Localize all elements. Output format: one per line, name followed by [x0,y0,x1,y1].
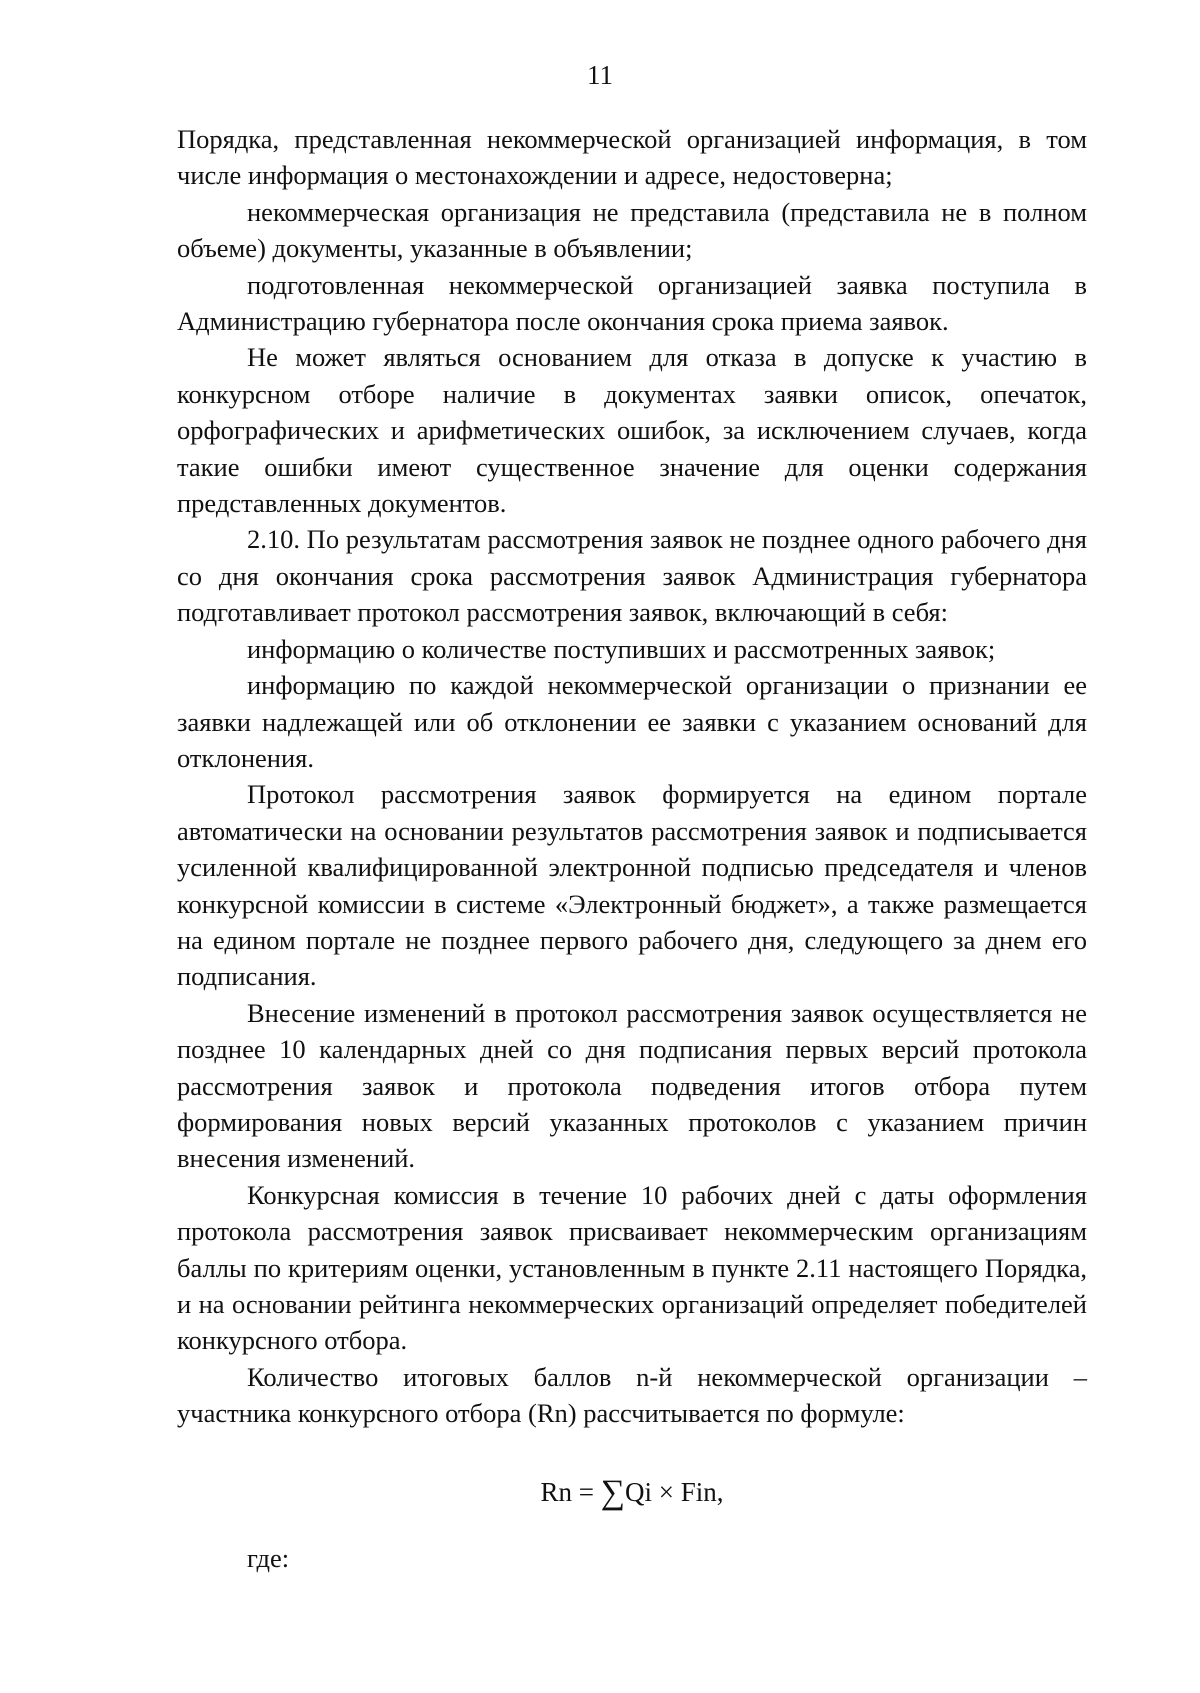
paragraph-3: подготовленная некоммерческой организацией заявка поступила в Администрацию губернатора после окончания срока приема заявок. [177,269,1087,337]
where-label: где: [247,1542,290,1573]
page-number: 11 [587,60,613,90]
formula [177,1468,1087,1514]
document-body [177,121,1087,1576]
paragraph-7: информацию по каждой некоммерческой организации о признании ее заявки надлежащей или об отклонении ее заявки с указанием оснований для отклонения. [177,670,1087,773]
paragraph-9: Внесение изменений в протокол рассмотрения заявок осуществляется не позднее 10 календарных дней со дня подписания первых версий протокола рассмотрения заявок и протокола подведения итогов отбора путем формирования новых версий указанных протоколов с указанием причин внесения изменений. [177,997,1087,1174]
paragraph-10: Конкурсная комиссия в течение 10 рабочих дней с даты оформления протокола рассмотрения заявок присваивает некоммерческим организациям баллы по критериям оценки, установленным в пункте 2.11 настоящего Порядка, и на основании рейтинга некоммерческих организаций определяет победителей конкурсного отбора. [177,1179,1087,1356]
paragraph-5: 2.10. По результатам рассмотрения заявок не позднее одного рабочего дня со дня окончания срока рассмотрения заявок Администрация губернатора подготавливает протокол рассмотрения заявок, включающий в себя: [177,524,1087,628]
paragraph-2: некоммерческая организация не представила (представила не в полном объеме) документы, указанные в объявлении; [177,196,1087,264]
sigma-symbol: ∑ [600,1473,625,1511]
formula-rhs: Qi × Fin, [625,1476,724,1507]
formula-lhs: Rn = [540,1476,601,1507]
paragraph-1: Порядка, представленная некоммерческой организацией информация, в том числе информация о местонахождении и адресе, недостоверна; [177,124,1087,191]
paragraph-6: информацию о количестве поступивших и рассмотренных заявок; [247,633,996,664]
paragraph-11: Количество итоговых баллов n-й некоммерческой организации – участника конкурсного отбора (Rn) рассчитывается по формуле: [177,1361,1087,1429]
paragraph-4: Не может являться основанием для отказа в допуске к участию в конкурсном отборе наличие в документах заявки описок, опечаток, орфографических и арифметических ошибок, за исключением случаев, когда такие ошибки имеют существенное значение для оценки содержания представленных документов. [177,342,1087,519]
paragraph-8: Протокол рассмотрения заявок формируется на едином портале автоматически на основании результатов рассмотрения заявок и подписывается усиленной квалифицированной электронной подписью председателя и членов конкурсной комиссии в системе «Электронный бюджет», а также размещается на едином портале не позднее первого рабочего дня, следующего за днем его подписания. [177,779,1087,992]
